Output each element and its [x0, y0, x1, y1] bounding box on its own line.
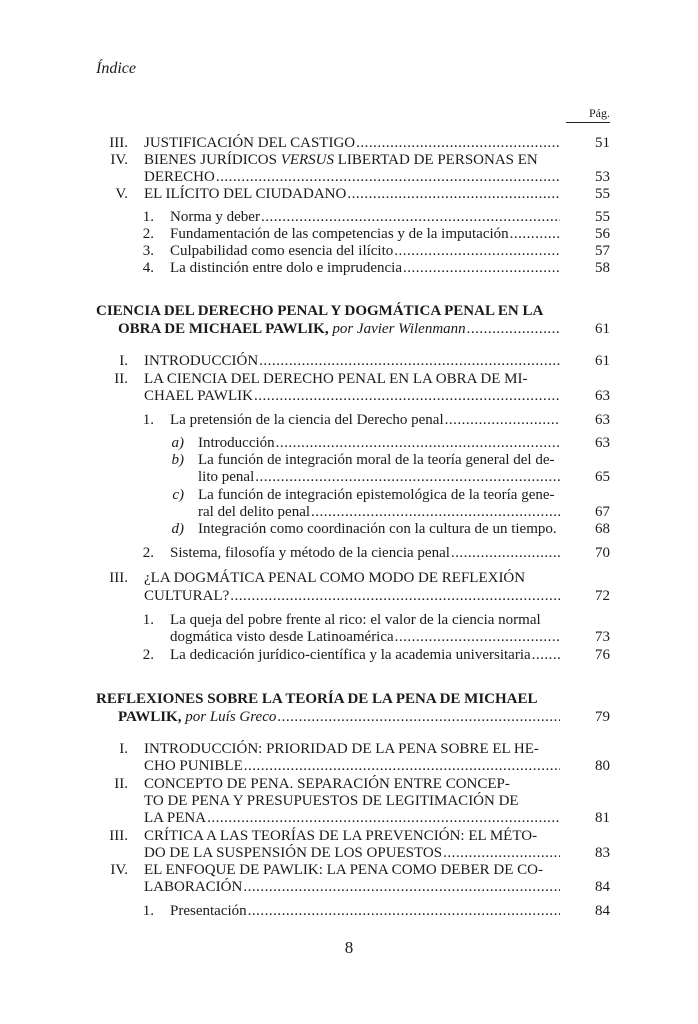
- toc-page-number: 72: [595, 588, 610, 604]
- toc-item: BIENES JURÍDICOS VERSUS LIBERTAD DE PERSONAS EN: [144, 152, 538, 168]
- toc-subitem-number: 1.: [142, 903, 154, 919]
- toc-item-continuation: CHAEL PAWLIK .....: [144, 387, 564, 405]
- toc-item-number: III.: [109, 828, 128, 844]
- toc-page-number: 84: [595, 879, 610, 895]
- toc-subitem-number: 1.: [142, 412, 154, 428]
- toc-subsubitem: La función de integración epistemológica de la teoría gene-: [198, 487, 555, 503]
- toc-subitem-number: 2.: [142, 545, 154, 561]
- toc-page-number: 84: [595, 903, 610, 919]
- toc-subsubitem-continuation: ral del delito penal .....: [198, 503, 564, 521]
- toc-page-number: 51: [595, 135, 610, 151]
- toc-subsubitem-label: c): [172, 487, 184, 503]
- toc-page-number: 57: [595, 243, 610, 259]
- toc-subsubitem-label: b): [171, 452, 184, 468]
- toc-item-number: III.: [109, 135, 128, 151]
- toc-item-number: III.: [109, 570, 128, 586]
- page-column-rule: [566, 122, 610, 123]
- toc-page-number: 65: [595, 469, 610, 485]
- toc-subitem: Fundamentación de las competencias y de la imputación .....: [170, 225, 564, 243]
- toc-subitem: Presentación .....: [170, 902, 564, 920]
- toc-item: JUSTIFICACIÓN DEL CASTIGO .....: [144, 134, 564, 152]
- toc-item-continuation: DERECHO .....: [144, 168, 564, 186]
- toc-item-number: I.: [119, 353, 128, 369]
- chapter-title: REFLEXIONES SOBRE LA TEORÍA DE LA PENA DE MICHAEL: [96, 691, 538, 707]
- toc-item: CRÍTICA A LAS TEORÍAS DE LA PREVENCIÓN: EL MÉTO-: [144, 828, 538, 844]
- toc-subitem: La distinción entre dolo e imprudencia .....: [170, 259, 564, 277]
- toc-page-number: 61: [595, 353, 610, 369]
- toc-item-number: V.: [115, 186, 128, 202]
- toc-item-continuation: CHO PUNIBLE .....: [144, 757, 564, 775]
- toc-item-continuation: DO DE LA SUSPENSIÓN DE LOS OPUESTOS .....: [144, 844, 564, 862]
- toc-subitem-number: 4.: [142, 260, 154, 276]
- toc-item: EL ENFOQUE DE PAWLIK: LA PENA COMO DEBER DE CO-: [144, 862, 543, 878]
- toc-subitem: La dedicación jurídico-científica y la academia universitaria .....: [170, 646, 564, 664]
- toc-subsubitem: Introducción .....: [198, 434, 564, 452]
- toc-page-number: 63: [595, 435, 610, 451]
- toc-page-number: 63: [595, 412, 610, 428]
- toc-page-number: 79: [595, 709, 610, 725]
- toc-page-number: 73: [595, 629, 610, 645]
- toc-item: INTRODUCCIÓN: PRIORIDAD DE LA PENA SOBRE EL HE-: [144, 741, 539, 757]
- toc-subsubitem-label: d): [171, 521, 184, 537]
- toc-item-number: II.: [114, 371, 128, 387]
- toc-page-number: 70: [595, 545, 610, 561]
- toc-subitem-continuation: dogmática visto desde Latinoamérica .....: [170, 628, 564, 646]
- toc-item-continuation: LA PENA .....: [144, 809, 564, 827]
- toc-subitem: La queja del pobre frente al rico: el valor de la ciencia normal: [170, 612, 541, 628]
- toc-page-number: 83: [595, 845, 610, 861]
- running-head: Índice: [96, 60, 136, 77]
- toc-page-number: 68: [595, 521, 610, 537]
- page-column-label: Pág.: [589, 106, 610, 120]
- toc-subsubitem-continuation: lito penal .....: [198, 468, 564, 486]
- toc-item-continuation: TO DE PENA Y PRESUPUESTOS DE LEGITIMACIÓN DE: [144, 793, 519, 809]
- toc-page-number: 76: [595, 647, 610, 663]
- toc-subitem-number: 2.: [142, 226, 154, 242]
- toc-page-number: 63: [595, 388, 610, 404]
- toc-page-number: 67: [595, 504, 610, 520]
- toc-subitem: Culpabilidad como esencia del ilícito .....: [170, 242, 564, 260]
- toc-item: LA CIENCIA DEL DERECHO PENAL EN LA OBRA DE MI-: [144, 371, 528, 387]
- toc-subitem-number: 1.: [142, 209, 154, 225]
- toc-page-number: 55: [595, 186, 610, 202]
- toc-page-number: 55: [595, 209, 610, 225]
- toc-page-number: 81: [595, 810, 610, 826]
- toc-item: EL ILÍCITO DEL CIUDADANO .....: [144, 185, 564, 203]
- toc-item: ¿LA DOGMÁTICA PENAL COMO MODO DE REFLEXIÓN: [144, 570, 526, 586]
- toc-item-number: I.: [119, 741, 128, 757]
- toc-item-continuation: CULTURAL? .....: [144, 587, 564, 605]
- toc-page-number: 80: [595, 758, 610, 774]
- toc-item-number: IV.: [110, 152, 128, 168]
- toc-item-number: II.: [114, 776, 128, 792]
- toc-subsubitem-label: a): [171, 435, 184, 451]
- toc-subitem: La pretensión de la ciencia del Derecho penal .....: [170, 411, 564, 429]
- toc-page-number: 61: [595, 321, 610, 337]
- toc-subsubitem: Integración como coordinación con la cultura de un tiempo.: [198, 521, 557, 537]
- toc-subitem: Norma y deber .....: [170, 208, 564, 226]
- toc-item-continuation: LABORACIÓN .....: [144, 878, 564, 896]
- chapter-title: CIENCIA DEL DERECHO PENAL Y DOGMÁTICA PENAL EN LA: [96, 303, 544, 319]
- toc-item-number: IV.: [110, 862, 128, 878]
- toc-subitem-number: 2.: [142, 647, 154, 663]
- toc-page-number: 56: [595, 226, 610, 242]
- toc-subitem-number: 1.: [142, 612, 154, 628]
- toc-subitem: Sistema, filosofía y método de la ciencia penal .....: [170, 544, 564, 562]
- toc-subitem-number: 3.: [142, 243, 154, 259]
- toc-page-number: 58: [595, 260, 610, 276]
- toc-item: INTRODUCCIÓN .....: [144, 352, 564, 370]
- toc-item: CONCEPTO DE PENA. SEPARACIÓN ENTRE CONCEP-: [144, 776, 510, 792]
- toc-subsubitem: La función de integración moral de la teoría general del de-: [198, 452, 555, 468]
- chapter-title-continuation: PAWLIK, por Luís Greco .....: [118, 708, 564, 726]
- chapter-title-continuation: OBRA DE MICHAEL PAWLIK, por Javier Wilenmann .....: [118, 320, 564, 338]
- page-folio: 8: [344, 938, 354, 957]
- toc-page-number: 53: [595, 169, 610, 185]
